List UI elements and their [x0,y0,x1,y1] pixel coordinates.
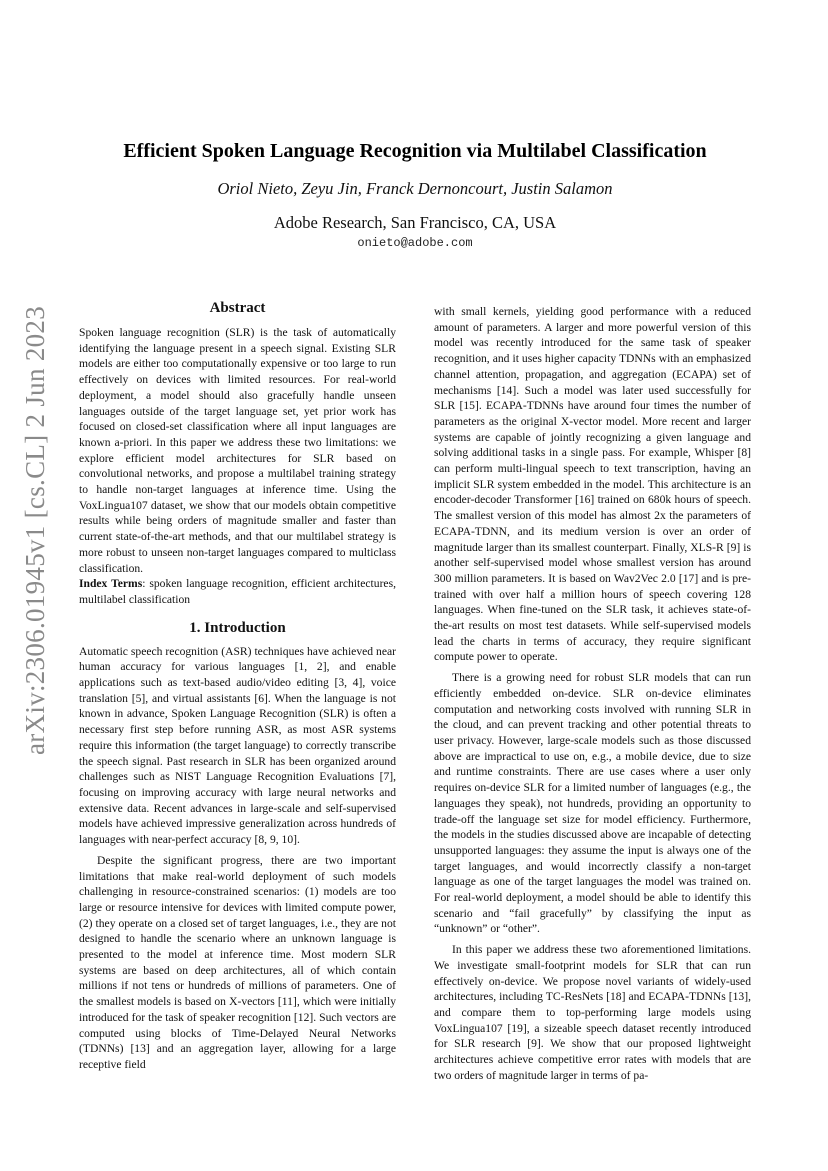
arxiv-identifier-text: arXiv:2306.01945v1 [cs.CL] 2 Jun 2023 [20,305,51,755]
arxiv-identifier-stamp [10,190,62,870]
abstract-text: Spoken language recognition (SLR) is the task of automatically identifying the language present in a speech signal. Existing SLR models are either too computationally expensive or too large to run effectively on devices with limited resources. For real-world deployment, a model should also gracefully handle unseen languages outside of the target language set, yet prior work has focused on closed-set classification where all input languages are known a-priori. In this paper we address these two limitations: we explore efficient model architectures for SLR based on convolutional networks, and propose a multilabel training strategy to handle non-target languages at inference time. Using the VoxLingua107 dataset, we show that our models obtain competitive results while being orders of magnitude smaller and faster than current state-of-the-art methods, and that our multilabel strategy is more robust to unseen non-target languages compared to multiclass classification. [79,326,396,575]
intro-paragraph-2: Despite the significant progress, there are two important limitations that make real-world deployment of such models challenging in resource-constrained scenarios: (1) models are too large or resource intensive for devices with limited compute power, (2) they operate on a closed set of target languages, i.e., they are not designed to handle the scenario where an unknown language is presented to the model at inference time. Most modern SLR systems are based on deep architectures, all of which contain millions if not tens or hundreds of millions of parameters. One of the smallest models is based on X-vectors [11], which were initially introduced for the task of speaker recognition [12]. Such vectors are computed using blocks of Time-Delayed Neural Networks (TDNNs) [13] and an aggregation layer, allowing for a large receptive field [79,853,396,1071]
paper-title: Efficient Spoken Language Recognition via Multilabel Classification [123,140,707,162]
intro-paragraph-1: Automatic speech recognition (ASR) techniques have achieved near human accuracy for various languages [1, 2], and enable applications such as text-based audio/video editing [3, 4], voice translation [5], and virtual assistants [6]. When the language is not known in advance, Spoken Language Recognition (SLR) is often a necessary first step before running ASR, as most ASR systems require this information (the target language) to correctly transcribe the speech signal. Past research in SLR has been organized around challenges such as NIST Language Recognition Evaluations [7], focusing on improving accuracy with large neural networks and extensive data. Recent advances in large-scale and self-supervised models have achieved impressive generalization across hundreds of languages with near-perfect accuracy [8, 9, 10]. [79,644,396,847]
index-terms [79,576,396,607]
intro-paragraph-3: with small kernels, yielding good performance with a reduced amount of parameters. A larger and more powerful version of this model was recently introduced for the same task of speaker recognition, and it uses higher capacity TDNNs with an emphasized channel attention, propagation, and aggregation (ECAPA) set of mechanisms [14]. Such a model was later used successfully for SLR [15]. ECAPA-TDNNs have around four times the number of parameters as the original X-vector model. More recent and larger systems are capable of jointly recognizing a given language and solving additional tasks in a single pass. For example, Whisper [8] can perform multi-lingual speech to text transcription, having an implicit SLR system embedded in the model. This architecture is an encoder-decoder Transformer [16] trained on 680k hours of speech. The smallest version of this model has almost 2x the parameters of ECAPA-TDNN, and its medium version is over an order of magnitude larger than its smallest counterpart. Finally, XLS-R [9] is another self-supervised model whose smallest version has around 300 million parameters. It is based on Wav2Vec 2.0 [17] and is pre-trained with over half a million hours of speech covering 128 languages. When fine-tuned on the SLR task, it achieves state-of-the-art results on most test datasets. While self-supervised models lead the charts in terms of accuracy, they require significant compute power to operate. [434,305,751,664]
index-terms-label: Index Terms [79,577,143,591]
intro-paragraph-5: In this paper we address these two aforementioned limitations. We investigate small-footprint models for SLR that can run effectively on-device. We propose novel variants of widely-used architectures, including TC-ResNets [18] and ECAPA-TDNNs [13], and compare them to top-performing large models using VoxLingua107 [19], a sizeable speech dataset recently introduced for SLR research [9]. We show that our proposed lightweight architectures achieve competitive error rates with models that are two orders of magnitude larger in terms of pa- [434,943,751,1082]
abstract-heading: Abstract [209,300,266,316]
introduction-heading: 1. Introduction [189,619,286,636]
author-list: Oriol Nieto, Zeyu Jin, Franck Dernoncourt, Justin Salamon [217,179,613,198]
right-column [434,304,751,1083]
affiliation: Adobe Research, San Francisco, CA, USA [273,213,557,232]
index-terms-list: : spoken language recognition, efficient architectures, multilabel classification [79,577,396,606]
author-email: onieto@adobe.com [357,236,473,250]
intro-paragraph-4: There is a growing need for robust SLR models that can run efficiently embedded on-device. SLR on-device eliminates computation and networking costs involved with running SLR in the cloud, and can prevent tracking and other potential threats to user privacy. However, large-scale models such as those discussed above are impractical to use on, e.g., a mobile device, due to size and runtime constraints. There are use cases where a user only requires on-device SLR for a limited number of languages (e.g., the languages they speak), not hundreds, providing an opportunity to trade-off the language set size for model efficiency. Furthermore, the models in the studies discussed above are incapable of detecting unsupported languages: they assume the input is always one of the target languages, and would incorrectly classify a non-target language as one of the target languages the model was trained on. For real-world deployment, a model should be able to identify this scenario and “fail gracefully” by classifying the input as “unknown” or “other”. [434,671,751,936]
left-column [79,298,396,1073]
